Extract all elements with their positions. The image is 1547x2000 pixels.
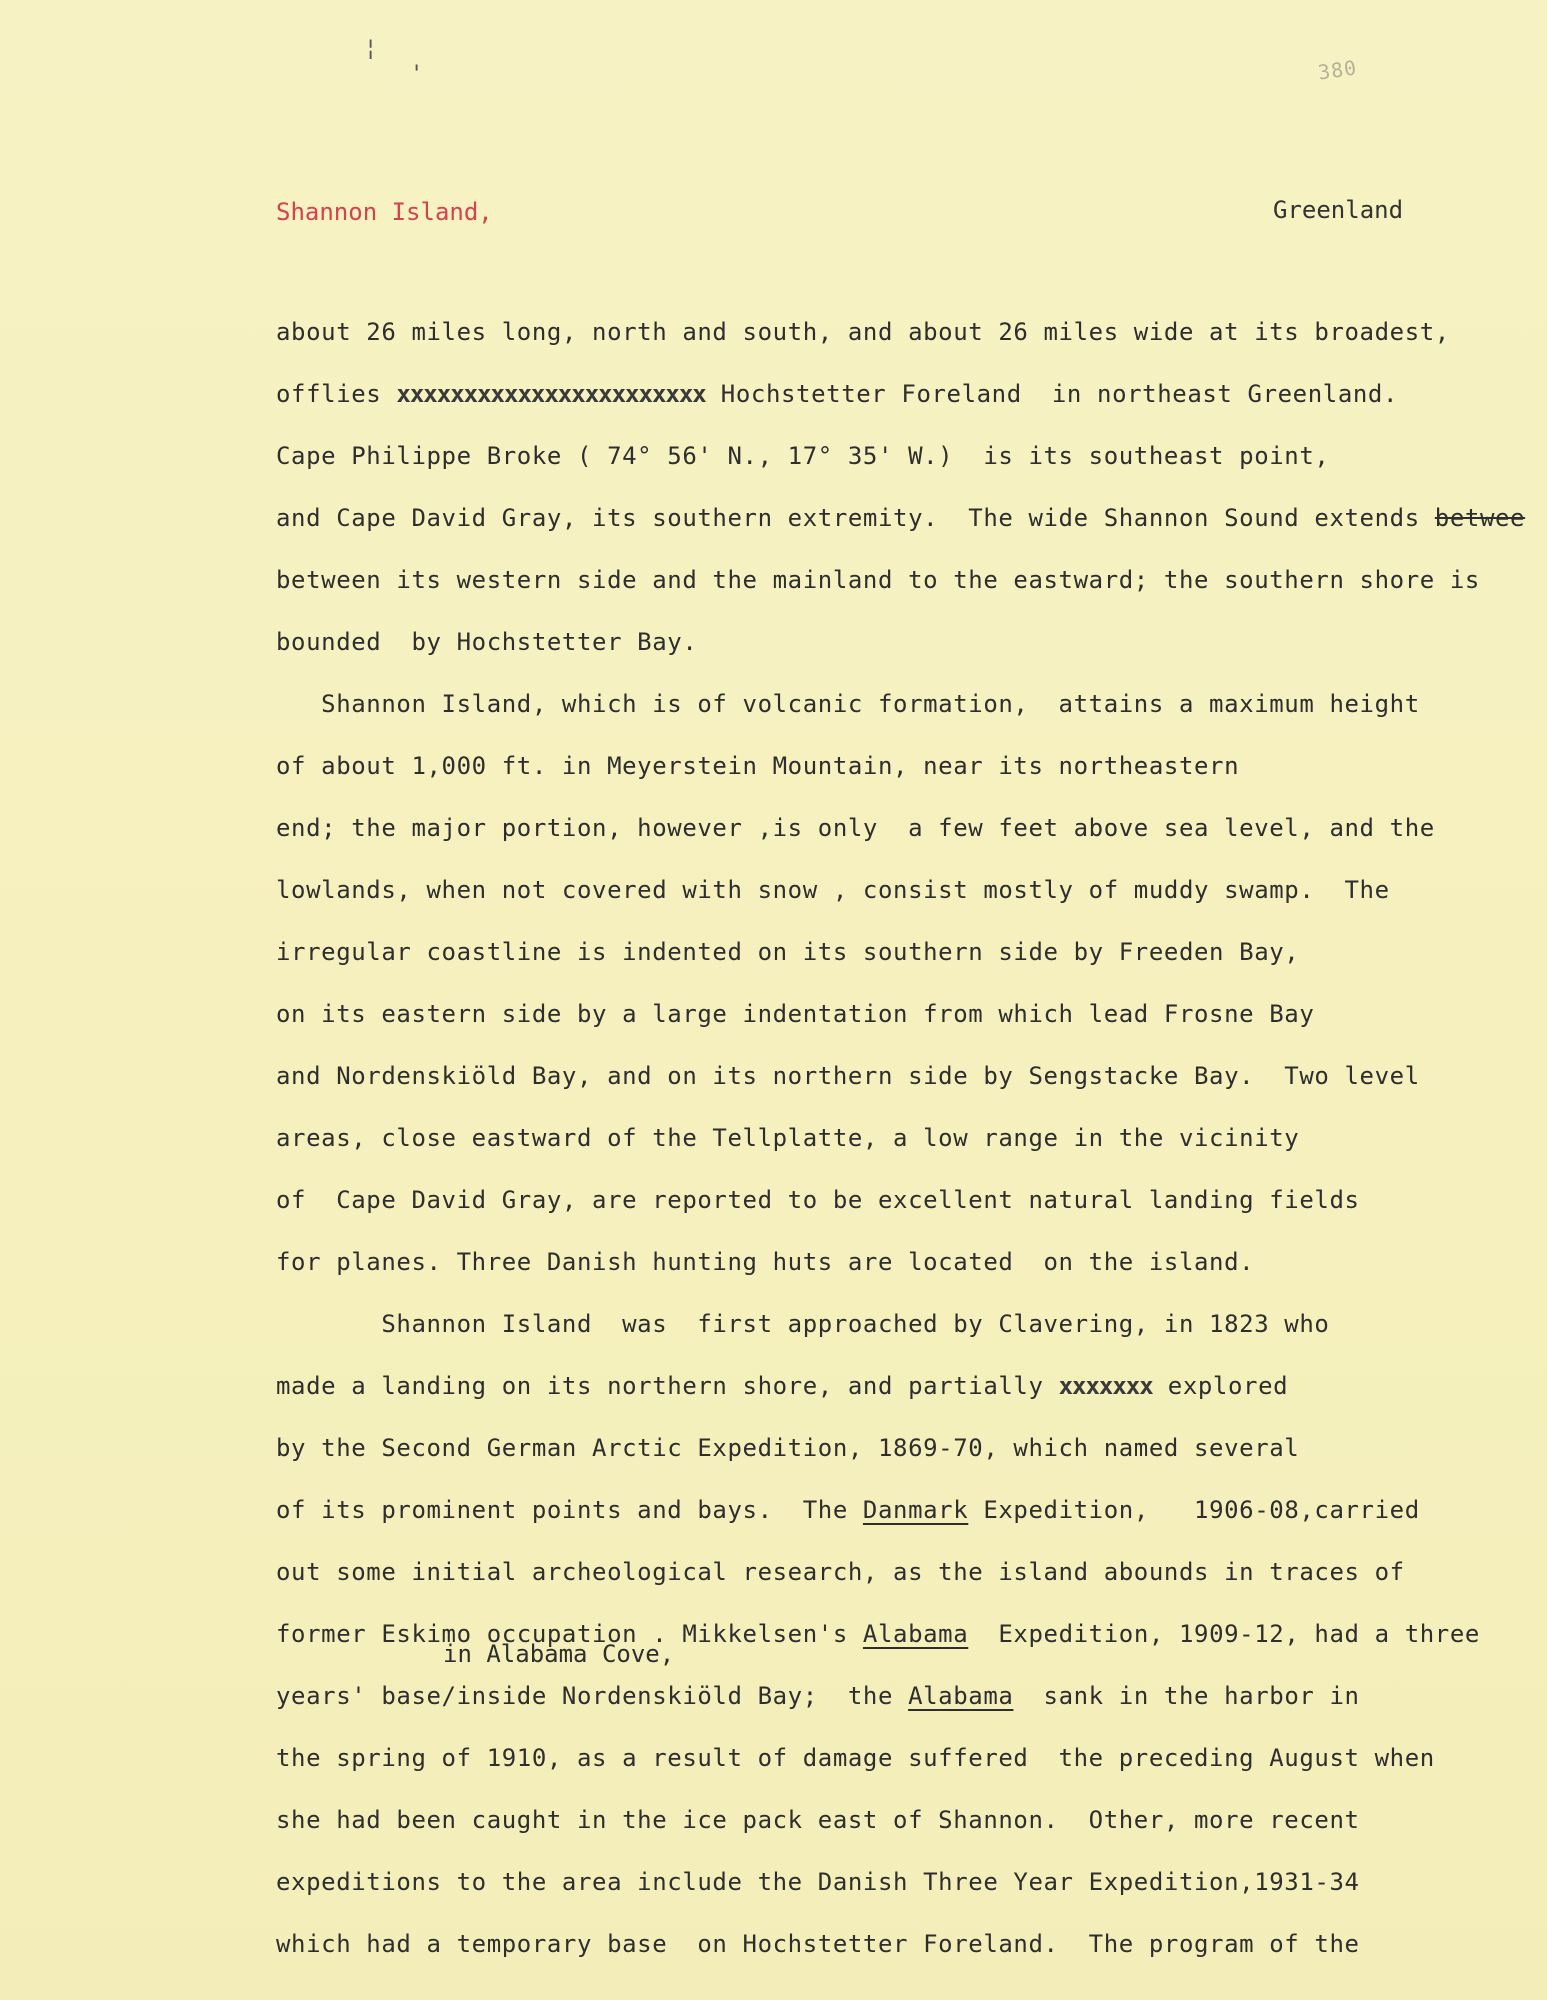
typed-over-text: xxxxxxxxxxxxxxxxxxxxxxx [396,380,706,408]
text-line: out some initial archeological research, as the island abounds in traces of [276,1558,1405,1586]
text-line: about 26 miles long, north and south, and about 26 miles wide at its broadest, [276,318,1450,346]
text-line: years' base/inside Nordenskiöld Bay; the Alabama sank in the harbor in [276,1682,1360,1710]
text-line: of about 1,000 ft. in Meyerstein Mountain, near its northeastern [276,752,1240,780]
ink-mark: ¦ [364,36,378,61]
text-line: expeditions to the area include the Danish Three Year Expedition,1931-34 [276,1868,1360,1896]
typed-over-text: xxxxxxx [1058,1372,1153,1400]
text-line: between its western side and the mainland to the eastward; the southern shore is [276,566,1480,594]
text-line: Shannon Island, which is of volcanic formation, attains a maximum height [276,690,1420,718]
text-line: lowlands, when not covered with snow , consist mostly of muddy swamp. The [276,876,1390,904]
text-line: Shannon Island was first approached by Clavering, in 1823 who [276,1310,1330,1338]
text-line: on its eastern side by a large indentation from which lead Frosne Bay [276,1000,1315,1028]
ship-name: Alabama [908,1682,1014,1710]
text-line: by the Second German Arctic Expedition, 1869-70, which named several [276,1434,1300,1462]
heading-place: Shannon Island, [276,198,493,226]
page-number: 380 [1316,55,1359,85]
text-line: end; the major portion, however ,is only a few feet above sea level, and the [276,814,1435,842]
text-line: of its prominent points and bays. The Danmark Expedition, 1906-08,carried [276,1496,1420,1524]
ship-name: Alabama [862,1620,969,1648]
text-line: for planes. Three Danish hunting huts are located on the island. [276,1248,1255,1276]
text-line: of Cape David Gray, are reported to be excellent natural landing fields [276,1186,1360,1214]
text-line: areas, close eastward of the Tellplatte, a low range in the vicinity [276,1124,1300,1152]
text-line: Cape Philippe Broke ( 74° 56' N., 17° 35' W.) is its southeast point, [276,442,1330,470]
text-line: and Cape David Gray, its southern extremity. The wide Shannon Sound extends betwee [276,504,1526,532]
inserted-text: in Alabama Cove, [443,1640,675,1668]
text-line: and Nordenskiöld Bay, and on its northern side by Sengstacke Bay. Two level [276,1062,1420,1090]
struck-text: betwee [1434,504,1526,532]
text-line: made a landing on its northern shore, and partially xxxxxxx explored [276,1372,1289,1400]
ship-name: Danmark [862,1496,969,1524]
ink-mark: ' [410,62,424,87]
text-line: she had been caught in the ice pack east of Shannon. Other, more recent [276,1806,1360,1834]
heading-region: Greenland [1273,196,1404,224]
text-line: offlies xxxxxxxxxxxxxxxxxxxxxxx Hochstetter Foreland in northeast Greenland. [276,380,1399,408]
text-line: irregular coastline is indented on its southern side by Freeden Bay, [276,938,1300,966]
text-line: former Eskimo occupation . Mikkelsen's Alabama Expedition, 1909-12, had a three [276,1620,1480,1648]
text-line: the spring of 1910, as a result of damage suffered the preceding August when [276,1744,1435,1772]
text-line: which had a temporary base on Hochstetter Foreland. The program of the [276,1930,1360,1958]
text-line: bounded by Hochstetter Bay. [276,628,698,656]
